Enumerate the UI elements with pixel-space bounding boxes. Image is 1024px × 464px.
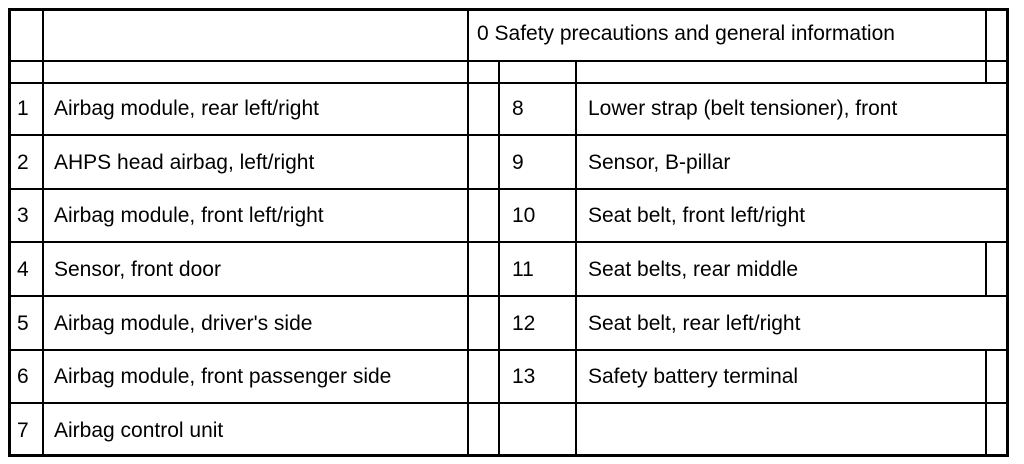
- row-divider: [8, 134, 1009, 136]
- row-divider: [8, 295, 1009, 297]
- table-header: 0 Safety precautions and general information: [477, 22, 895, 45]
- item-number: 5: [17, 312, 29, 335]
- item-number: 13: [512, 365, 536, 388]
- item-number: 4: [17, 258, 29, 281]
- item-number: 3: [17, 204, 29, 227]
- column-divider: [498, 60, 500, 457]
- column-divider: [467, 8, 469, 457]
- item-label: Lower strap (belt tensioner), front: [588, 97, 898, 120]
- column-divider: [985, 241, 987, 295]
- item-number: 10: [512, 204, 536, 227]
- table-border-right: [1006, 8, 1009, 457]
- item-number: 9: [512, 151, 524, 174]
- item-label: Airbag module, front left/right: [54, 204, 324, 227]
- item-label: Seat belt, rear left/right: [588, 312, 801, 335]
- item-label: Airbag module, driver's side: [54, 312, 313, 335]
- item-label: Seat belts, rear middle: [588, 258, 799, 281]
- column-divider: [575, 60, 577, 457]
- item-number: 12: [512, 312, 536, 335]
- item-label: AHPS head airbag, left/right: [54, 151, 315, 174]
- row-divider: [8, 82, 1009, 84]
- item-number: 6: [17, 365, 29, 388]
- item-number: 7: [17, 419, 29, 442]
- item-label: Seat belt, front left/right: [588, 204, 806, 227]
- item-label: Airbag control unit: [54, 419, 224, 442]
- item-number: 1: [17, 97, 29, 120]
- row-divider: [8, 241, 1009, 243]
- column-divider: [42, 8, 44, 457]
- column-divider: [985, 8, 987, 84]
- item-label: Sensor, B-pillar: [588, 151, 731, 174]
- column-divider: [985, 349, 987, 457]
- item-number: 8: [512, 97, 524, 120]
- table-border-left: [8, 8, 11, 457]
- row-divider: [8, 349, 1009, 351]
- item-label: Safety battery terminal: [588, 365, 799, 388]
- row-divider: [8, 188, 1009, 190]
- item-label: Airbag module, front passenger side: [54, 365, 392, 388]
- item-label: Airbag module, rear left/right: [54, 97, 319, 120]
- item-number: 11: [512, 258, 534, 281]
- item-label: Sensor, front door: [54, 258, 221, 281]
- row-divider: [8, 60, 1009, 62]
- item-number: 2: [17, 151, 29, 174]
- table-border-top: [8, 8, 1009, 11]
- row-divider: [8, 402, 1009, 404]
- table-border-bottom: [8, 454, 1009, 457]
